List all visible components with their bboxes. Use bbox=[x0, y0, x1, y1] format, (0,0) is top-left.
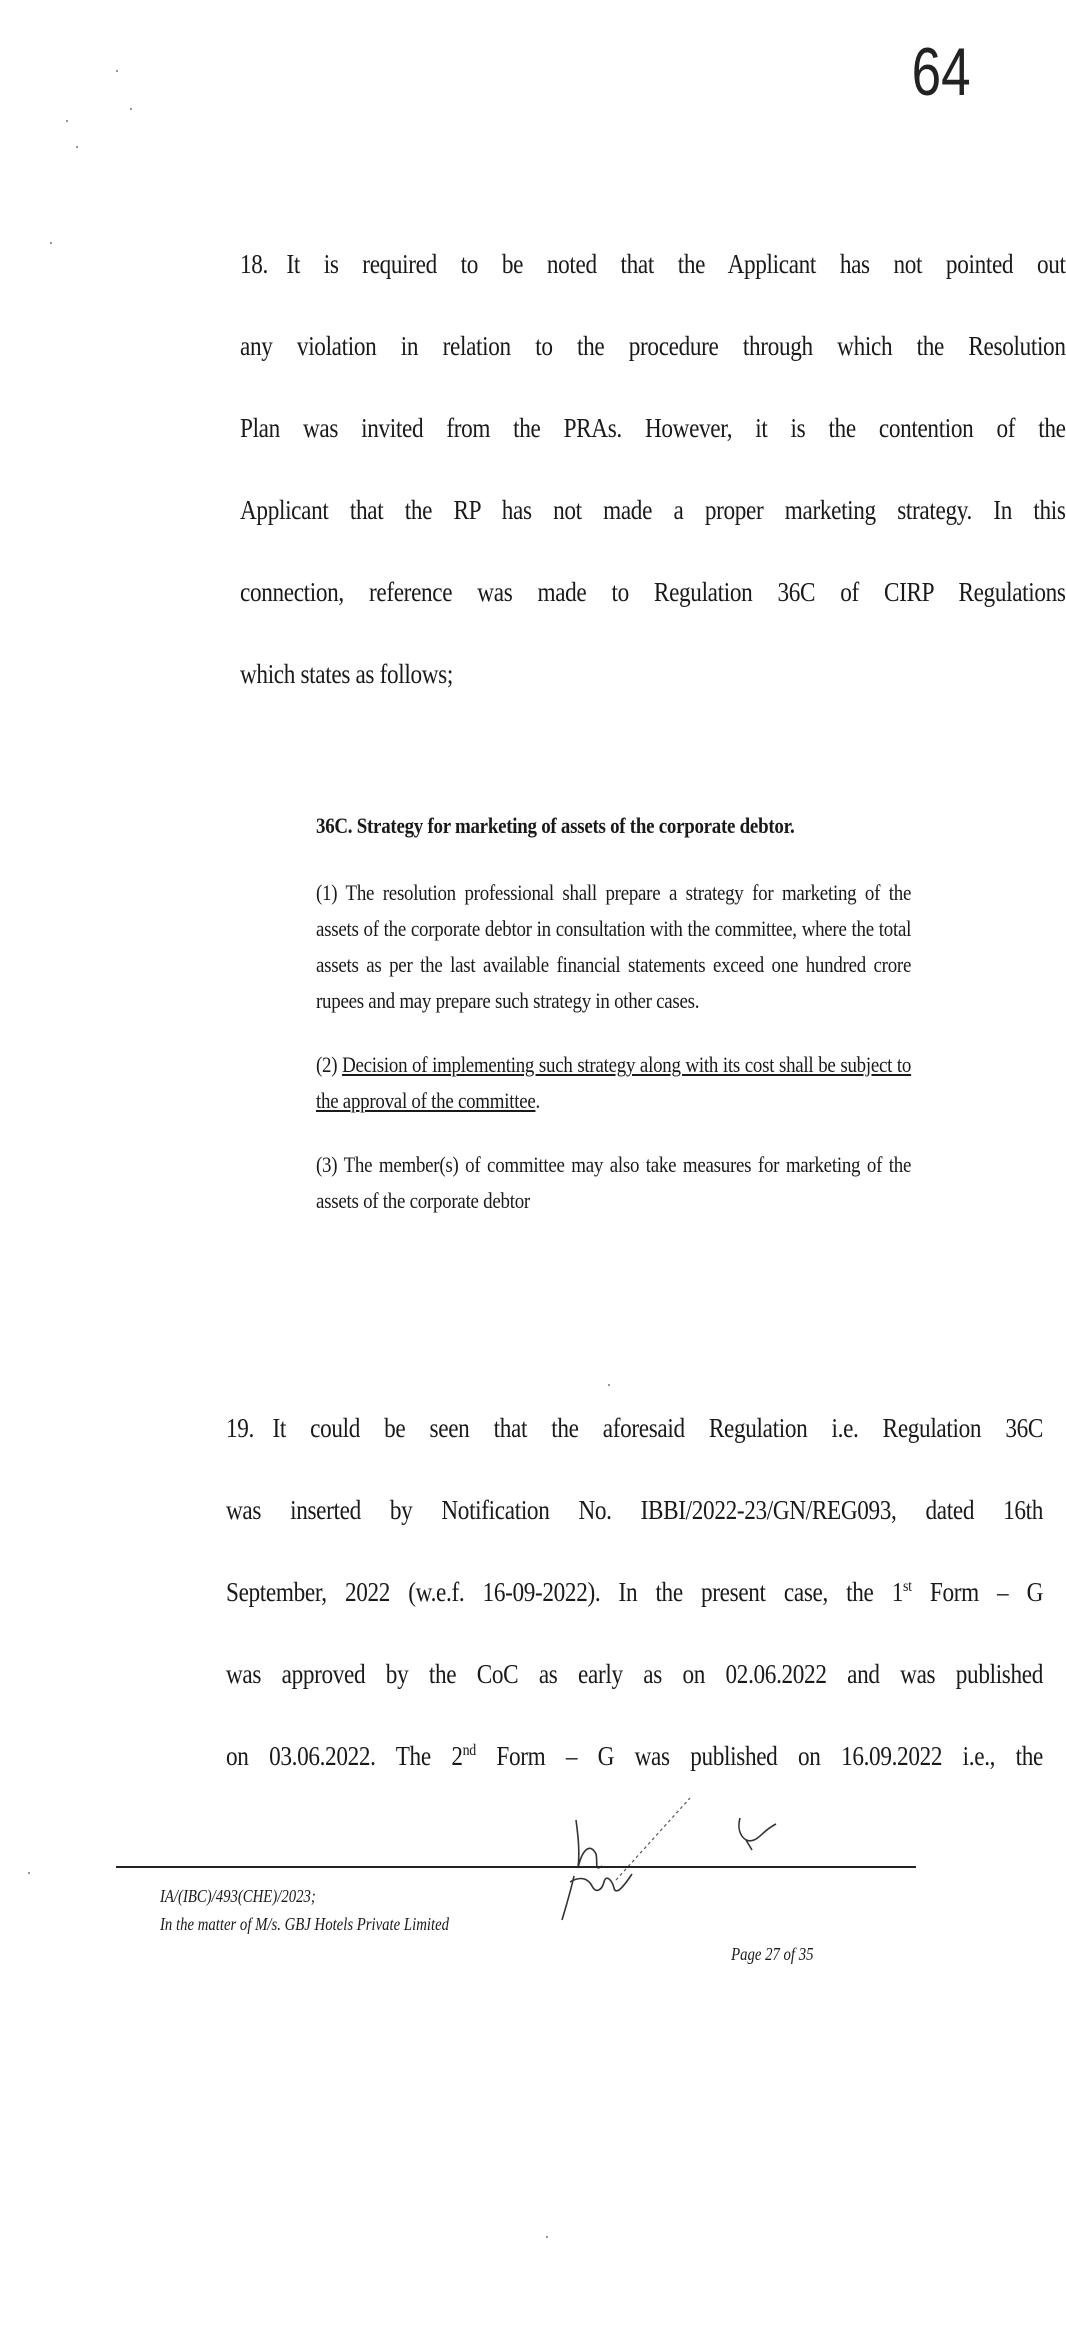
paragraph-line: connection, reference was made to Regulation 36C of CIRP Regulations bbox=[240, 577, 1066, 607]
scan-speck bbox=[608, 1384, 610, 1386]
scan-speck bbox=[546, 2236, 548, 2238]
regulation-clause-3: (3) The member(s) of committee may also take measures for marketing of the assets of the corporate debtor bbox=[316, 1152, 912, 1213]
regulation-clause-2: (2) Decision of implementing such strategy along with its cost shall be subject to the approval of the committee. bbox=[316, 1052, 912, 1113]
signature-scribble bbox=[540, 1790, 800, 1920]
scan-speck bbox=[130, 108, 132, 110]
footer-case-number: IA/(IBC)/493(CHE)/2023; bbox=[160, 1886, 316, 1906]
regulation-extract bbox=[316, 813, 911, 1219]
scan-speck bbox=[76, 146, 78, 148]
paragraph-line: which states as follows; bbox=[240, 659, 453, 689]
paragraph-line: Plan was invited from the PRAs. However, it is the contention of the bbox=[240, 413, 1066, 443]
paragraph-line: was inserted by Notification No. IBBI/2022-23/GN/REG093, dated 16th bbox=[226, 1495, 1043, 1525]
paragraph-line: September, 2022 (w.e.f. 16-09-2022). In the present case, the 1st Form – G bbox=[226, 1577, 1043, 1607]
scan-speck bbox=[66, 120, 68, 122]
paragraph-line: was approved by the CoC as early as on 02.06.2022 and was published bbox=[226, 1659, 1043, 1689]
scan-speck bbox=[28, 1872, 30, 1874]
paragraph-line: 18. It is required to be noted that the Applicant has not pointed out bbox=[240, 246, 1066, 328]
paragraph-number: 18. bbox=[240, 249, 269, 279]
scan-speck bbox=[50, 242, 52, 244]
paragraph-line: Applicant that the RP has not made a proper marketing strategy. In this bbox=[240, 495, 1066, 525]
paragraph-line: on 03.06.2022. The 2nd Form – G was published on 16.09.2022 i.e., the bbox=[226, 1741, 1043, 1771]
page-number: 64 bbox=[912, 34, 971, 110]
scan-speck bbox=[116, 70, 118, 72]
paragraph-number: 19. bbox=[226, 1413, 255, 1443]
regulation-heading: 36C. Strategy for marketing of assets of the corporate debtor. bbox=[316, 813, 795, 838]
paragraph-19 bbox=[226, 1410, 1043, 1774]
paragraph-line: 19. It could be seen that the aforesaid Regulation i.e. Regulation 36C bbox=[226, 1410, 1043, 1492]
footer-page-count: Page 27 of 35 bbox=[730, 1944, 813, 1964]
regulation-clause-1: (1) The resolution professional shall prepare a strategy for marketing of the assets of the corporate debtor in consultation with the committee, where the total assets as per the last available financial statements exceed one hundred crore rupees and may prepare such strategy in other cases. bbox=[316, 880, 912, 1013]
footer-rule bbox=[116, 1866, 916, 1868]
footer-matter: In the matter of M/s. GBJ Hotels Private Limited bbox=[160, 1914, 450, 1934]
paragraph-line: any violation in relation to the procedure through which the Resolution bbox=[240, 331, 1066, 361]
paragraph-18 bbox=[240, 246, 1066, 692]
